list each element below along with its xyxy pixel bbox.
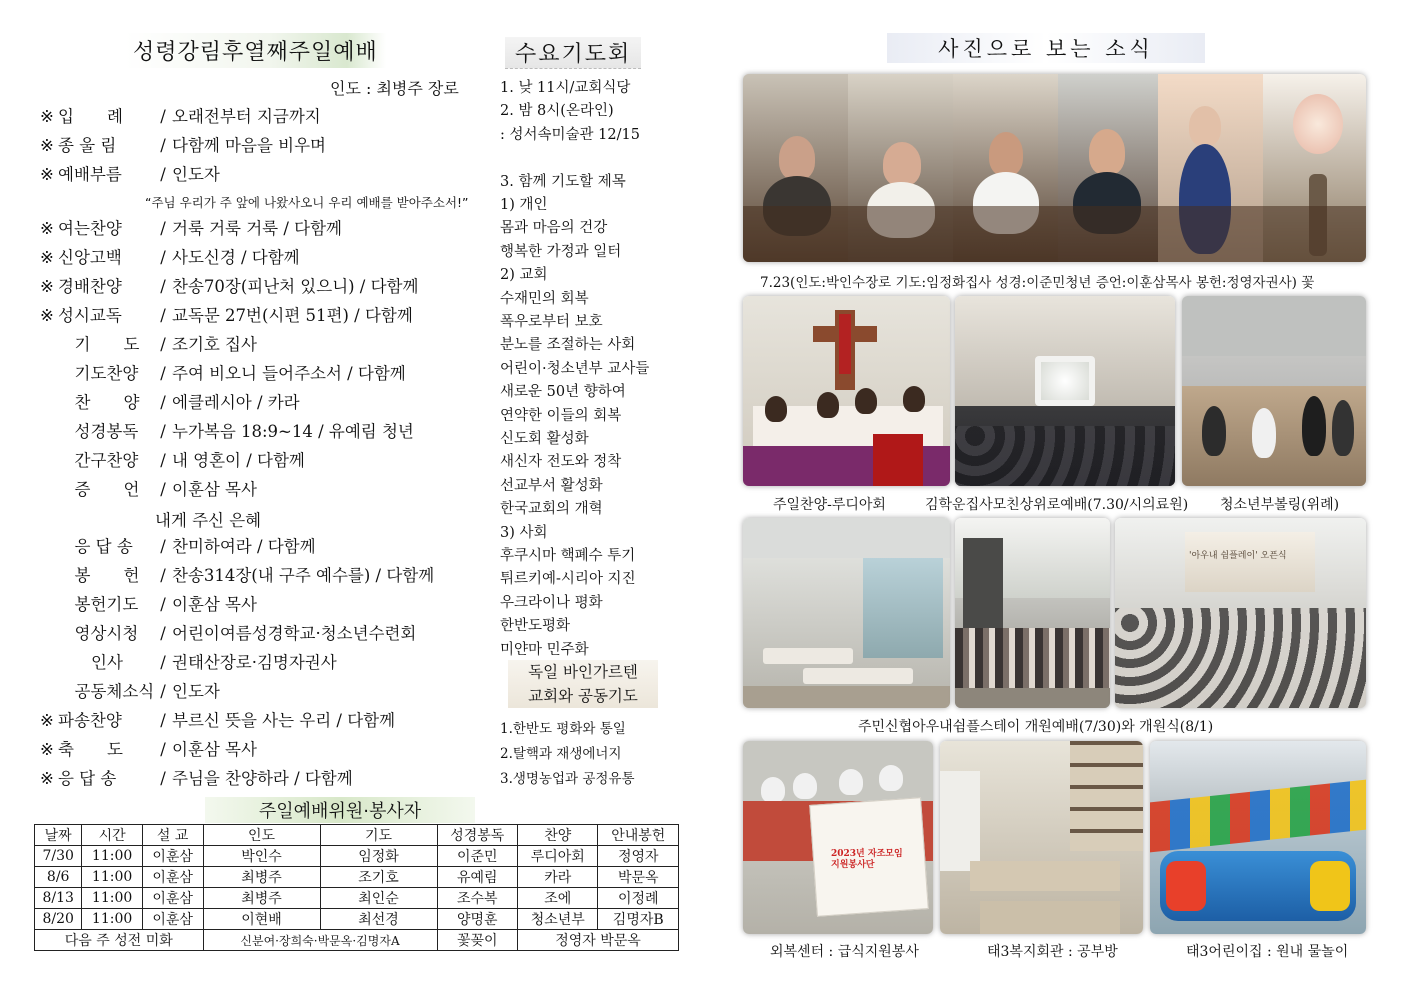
header-sermon: 설 교 bbox=[142, 825, 203, 846]
staff-cell: 정영자 bbox=[598, 846, 679, 867]
staff-cell: 최병주 bbox=[203, 867, 320, 888]
order-item bbox=[40, 679, 220, 705]
order-label: 입 례 bbox=[58, 107, 123, 126]
staff-cell: 박문옥 bbox=[598, 867, 679, 888]
staff-cell: 8/13 bbox=[35, 888, 82, 909]
staff-cell: 최인순 bbox=[320, 888, 437, 909]
order-label: 응 답 송 bbox=[58, 537, 133, 556]
order-label: 증 언 bbox=[58, 480, 140, 499]
order-value: 교독문 27번(시편 51편) / 다함께 bbox=[172, 306, 413, 325]
order-value: 누가복음 18:9~14 / 유예림 청년 bbox=[172, 422, 414, 441]
order-item bbox=[40, 303, 413, 329]
order-item bbox=[40, 245, 300, 271]
staff-cell: 이준민 bbox=[437, 846, 517, 867]
order-value: 이훈삼 목사 bbox=[172, 595, 257, 614]
staff-cell: 청소년부 bbox=[518, 909, 598, 930]
order-item bbox=[40, 592, 257, 618]
order-item bbox=[40, 390, 300, 416]
caption-worship-speakers: 7.23(인도:박인수장로 기도:임정화집사 성경:이준민청년 증언:이훈삼목사 봉헌:정영자권사) 꽃 bbox=[760, 275, 1315, 291]
order-item bbox=[40, 216, 342, 242]
order-separator: / bbox=[160, 393, 166, 412]
order-separator: / bbox=[160, 566, 166, 585]
order-separator: / bbox=[160, 136, 166, 155]
prayer-line: 폭우로부터 보호 bbox=[500, 314, 603, 330]
order-value: 이훈삼 목사 bbox=[172, 740, 257, 759]
staff-row bbox=[35, 867, 679, 888]
prayer-line: 신도회 활성화 bbox=[500, 431, 589, 447]
weingarten-title-line2: 교회와 공동기도 bbox=[528, 687, 638, 705]
header-usher: 안내봉헌 bbox=[598, 825, 679, 846]
staff-row bbox=[35, 846, 679, 867]
photo-worship-speakers bbox=[743, 74, 1366, 262]
order-item bbox=[40, 563, 434, 589]
staff-cell: 양명훈 bbox=[437, 909, 517, 930]
staff-table bbox=[34, 824, 679, 951]
prayer-line: 2) 교회 bbox=[500, 267, 548, 284]
order-item bbox=[40, 650, 337, 676]
staff-cell: 8/20 bbox=[35, 909, 82, 930]
prayer-line: 선교부서 활성화 bbox=[500, 477, 603, 494]
prayer-line: 3) 사회 bbox=[500, 524, 548, 541]
stand-mark: ※ bbox=[40, 248, 54, 267]
staff-cell: 이훈삼 bbox=[142, 909, 203, 930]
worship-title: 성령강림후열째주일예배 bbox=[125, 33, 386, 68]
order-item bbox=[40, 332, 257, 358]
order-separator: / bbox=[160, 480, 166, 499]
photo-group-outdoor bbox=[955, 518, 1110, 708]
order-item bbox=[40, 737, 257, 763]
prayer-line: 튀르키예-시리아 지진 bbox=[500, 571, 636, 588]
order-separator: / bbox=[160, 653, 166, 672]
meal-banner-text: 2023년 자조모임 지원봉사단 bbox=[831, 849, 903, 870]
order-label: 간구찬양 bbox=[58, 451, 139, 470]
staff-cell: 8/6 bbox=[35, 867, 82, 888]
order-label: 봉 헌 bbox=[58, 566, 140, 585]
prayer-line: 어린이·청소년부 교사들 bbox=[500, 360, 650, 377]
order-item bbox=[40, 419, 414, 445]
order-value: 찬송314장(내 구주 예수를) / 다함께 bbox=[172, 566, 435, 585]
prayer-line: : 성서속미술관 12/15 bbox=[500, 126, 640, 143]
call-to-worship-quote: “주님 우리가 주 앞에 나왔사오니 우리 예배를 받아주소서!” bbox=[145, 195, 469, 210]
stand-mark: ※ bbox=[40, 136, 54, 155]
staff-cell: 조기호 bbox=[320, 867, 437, 888]
order-label: 봉헌기도 bbox=[58, 595, 139, 614]
order-label: 성시교독 bbox=[58, 306, 122, 325]
order-value: 이훈삼 목사 bbox=[172, 480, 257, 499]
order-label: 찬 양 bbox=[58, 393, 140, 412]
prayer-line: 후쿠시마 핵폐수 투기 bbox=[500, 548, 636, 564]
staff-cell: 이훈삼 bbox=[142, 846, 203, 867]
staff-cell: 최병주 bbox=[203, 888, 320, 909]
prayer-line: 분노를 조절하는 사회 bbox=[500, 337, 636, 354]
prayer-line: 한국교회의 개혁 bbox=[500, 501, 603, 518]
order-label: 기도찬양 bbox=[58, 364, 139, 383]
photo-opening-ceremony bbox=[1115, 518, 1366, 708]
order-value: 거룩 거룩 거룩 / 다함께 bbox=[172, 219, 342, 238]
order-item bbox=[40, 477, 257, 503]
photo-cafe-interior bbox=[743, 518, 950, 708]
order-separator: / bbox=[160, 451, 166, 470]
prayer-line: 3. 함께 기도할 제목 bbox=[500, 173, 626, 190]
order-label: 응 답 송 bbox=[58, 769, 117, 788]
photo-youth-bowling bbox=[1182, 296, 1366, 486]
weingarten-title bbox=[508, 660, 658, 708]
order-label: 축 도 bbox=[58, 740, 123, 759]
staff-cell: 카라 bbox=[518, 867, 598, 888]
staff-cell: 11:00 bbox=[82, 909, 142, 930]
order-value: 내 영혼이 / 다함께 bbox=[172, 451, 305, 470]
order-item bbox=[40, 104, 321, 130]
wednesday-prayer-title: 수요기도회 bbox=[505, 37, 641, 69]
prayer-line: 1) 개인 bbox=[500, 197, 548, 213]
prayer-line: 새신자 전도와 정착 bbox=[500, 454, 622, 471]
staff-cell: 박인수 bbox=[203, 846, 320, 867]
order-separator: / bbox=[160, 595, 166, 614]
stand-mark: ※ bbox=[40, 165, 54, 184]
testimony-title: 내게 주신 은혜 bbox=[155, 511, 262, 530]
prayer-line: 수재민의 회복 bbox=[500, 290, 589, 307]
stand-mark: ※ bbox=[40, 277, 54, 296]
caption-meal-service: 외복센터 : 급식지원봉사 bbox=[770, 944, 919, 960]
order-label: 종 울 림 bbox=[58, 136, 117, 155]
header-time: 시간 bbox=[82, 825, 142, 846]
caption-cafe-opening: 주민신협아우내쉼플스테이 개원예배(7/30)와 개원식(8/1) bbox=[858, 719, 1214, 735]
staff-cell: 이훈삼 bbox=[142, 888, 203, 909]
footer-flower-names: 정영자 박문옥 bbox=[518, 930, 679, 951]
ceremony-screen-text: '아우내 쉼플레이' 오픈식 bbox=[1189, 551, 1287, 561]
order-label: 경배찬양 bbox=[58, 277, 122, 296]
staff-section-title: 주일예배위원·봉사자 bbox=[205, 797, 475, 823]
order-item bbox=[40, 448, 305, 474]
staff-cell: 7/30 bbox=[35, 846, 82, 867]
weingarten-item-1: 1.한반도 평화와 통일 bbox=[500, 721, 626, 737]
prayer-line: 미얀마 민주화 bbox=[500, 641, 589, 658]
order-value: 어린이여름성경학교·청소년수련회 bbox=[172, 624, 417, 643]
prayer-line: 새로운 50년 향하여 bbox=[500, 384, 626, 401]
order-item bbox=[40, 534, 316, 560]
order-value: 부르신 뜻을 사는 우리 / 다함께 bbox=[172, 711, 396, 730]
photo-choir bbox=[743, 296, 950, 486]
order-label: 공동체소식 bbox=[58, 682, 155, 701]
weingarten-title-line1: 독일 바인가르텐 bbox=[528, 663, 638, 681]
order-value: 권태산장로·김명자권사 bbox=[172, 653, 337, 672]
order-value: 인도자 bbox=[172, 682, 220, 701]
footer-cleaning-names: 신분여·장희숙·박문옥·김명자A bbox=[203, 930, 437, 951]
order-value: 주여 비오니 들어주소서 / 다함께 bbox=[172, 364, 406, 383]
order-separator: / bbox=[160, 335, 166, 354]
order-separator: / bbox=[160, 740, 166, 759]
weingarten-item-3: 3.생명농업과 공정유통 bbox=[500, 771, 635, 787]
order-value: 찬송70장(피난처 있으니) / 다함께 bbox=[172, 277, 419, 296]
staff-cell: 이훈삼 bbox=[142, 867, 203, 888]
staff-cell: 최선경 bbox=[320, 909, 437, 930]
staff-cell: 11:00 bbox=[82, 867, 142, 888]
order-item bbox=[40, 361, 406, 387]
prayer-line: 연약한 이들의 회복 bbox=[500, 407, 622, 424]
header-leader: 인도 bbox=[203, 825, 320, 846]
order-separator: / bbox=[160, 682, 166, 701]
photo-news-title: 사진으로 보는 소식 bbox=[887, 33, 1205, 63]
staff-cell: 임정화 bbox=[320, 846, 437, 867]
order-value: 찬미하여라 / 다함께 bbox=[172, 537, 316, 556]
prayer-line: 몸과 마음의 건강 bbox=[500, 220, 608, 237]
order-label: 영상시청 bbox=[58, 624, 139, 643]
prayer-line: 1. 낮 11시/교회식당 bbox=[500, 80, 631, 96]
prayer-line: 한반도평화 bbox=[500, 618, 571, 635]
order-value: 오래전부터 지금까지 bbox=[172, 107, 321, 126]
caption-memorial: 김학운집사모친상위로예배(7.30/시의료원) bbox=[925, 497, 1189, 513]
order-separator: / bbox=[160, 769, 166, 788]
order-separator: / bbox=[160, 537, 166, 556]
staff-cell: 조수복 bbox=[437, 888, 517, 909]
staff-row bbox=[35, 909, 679, 930]
order-item bbox=[40, 162, 220, 188]
photo-study-room bbox=[940, 741, 1143, 934]
staff-cell: 김명자B bbox=[598, 909, 679, 930]
caption-choir: 주일찬양-루디아회 bbox=[773, 497, 886, 513]
order-item bbox=[40, 274, 418, 300]
order-separator: / bbox=[160, 107, 166, 126]
order-label: 파송찬양 bbox=[58, 711, 122, 730]
prayer-line: 2. 밤 8시(온라인) bbox=[500, 103, 614, 120]
order-label: 예배부름 bbox=[58, 165, 122, 184]
order-separator: / bbox=[160, 422, 166, 441]
photo-memorial-service bbox=[955, 296, 1175, 486]
stand-mark: ※ bbox=[40, 740, 54, 759]
header-prayer: 기도 bbox=[320, 825, 437, 846]
order-separator: / bbox=[160, 711, 166, 730]
order-item bbox=[40, 708, 395, 734]
footer-cleaning-label: 다음 주 성전 미화 bbox=[35, 930, 204, 951]
staff-footer-row bbox=[35, 930, 679, 951]
order-separator: / bbox=[160, 165, 166, 184]
order-separator: / bbox=[160, 306, 166, 325]
staff-cell: 11:00 bbox=[82, 846, 142, 867]
order-separator: / bbox=[160, 219, 166, 238]
prayer-line: 우크라이나 평화 bbox=[500, 594, 603, 611]
order-value: 인도자 bbox=[172, 165, 220, 184]
staff-cell: 유예림 bbox=[437, 867, 517, 888]
order-separator: / bbox=[160, 364, 166, 383]
stand-mark: ※ bbox=[40, 711, 54, 730]
order-label: 신앙고백 bbox=[58, 248, 122, 267]
order-value: 에클레시아 / 카라 bbox=[172, 393, 300, 412]
header-scripture: 성경봉독 bbox=[437, 825, 517, 846]
stand-mark: ※ bbox=[40, 107, 54, 126]
order-label: 여는찬양 bbox=[58, 219, 122, 238]
stand-mark: ※ bbox=[40, 219, 54, 238]
order-item bbox=[40, 621, 416, 647]
order-label: 인사 bbox=[58, 653, 123, 672]
caption-study-room: 태3복지회관 : 공부방 bbox=[987, 944, 1118, 960]
staff-cell: 조에 bbox=[518, 888, 598, 909]
stand-mark: ※ bbox=[40, 306, 54, 325]
order-item bbox=[40, 766, 353, 792]
prayer-line: 행복한 가정과 일터 bbox=[500, 243, 622, 260]
stand-mark: ※ bbox=[40, 769, 54, 788]
weingarten-item-2: 2.탈핵과 재생에너지 bbox=[500, 746, 622, 762]
order-separator: / bbox=[160, 277, 166, 296]
worship-leader: 인도 : 최병주 장로 bbox=[330, 79, 459, 98]
order-separator: / bbox=[160, 248, 166, 267]
photo-meal-service bbox=[743, 741, 933, 934]
order-label: 성경봉독 bbox=[58, 422, 139, 441]
order-label: 기 도 bbox=[58, 335, 140, 354]
order-value: 다함께 마음을 비우며 bbox=[172, 136, 326, 155]
caption-water-play: 태3어린이집 : 원내 물놀이 bbox=[1186, 944, 1349, 960]
staff-cell: 이정례 bbox=[598, 888, 679, 909]
order-value: 주님을 찬양하라 / 다함께 bbox=[172, 769, 353, 788]
order-separator: / bbox=[160, 624, 166, 643]
footer-flower-label: 꽃꽂이 bbox=[437, 930, 517, 951]
order-value: 사도신경 / 다함께 bbox=[172, 248, 300, 267]
photo-water-play bbox=[1150, 741, 1366, 934]
staff-cell: 루디아회 bbox=[518, 846, 598, 867]
staff-row bbox=[35, 888, 679, 909]
staff-cell: 이현배 bbox=[203, 909, 320, 930]
header-choir: 찬양 bbox=[518, 825, 598, 846]
order-value: 조기호 집사 bbox=[172, 335, 257, 354]
order-item bbox=[40, 133, 326, 159]
header-date: 날짜 bbox=[35, 825, 82, 846]
staff-header-row bbox=[35, 825, 679, 846]
staff-cell: 11:00 bbox=[82, 888, 142, 909]
caption-bowling: 청소년부볼링(위례) bbox=[1220, 497, 1340, 513]
